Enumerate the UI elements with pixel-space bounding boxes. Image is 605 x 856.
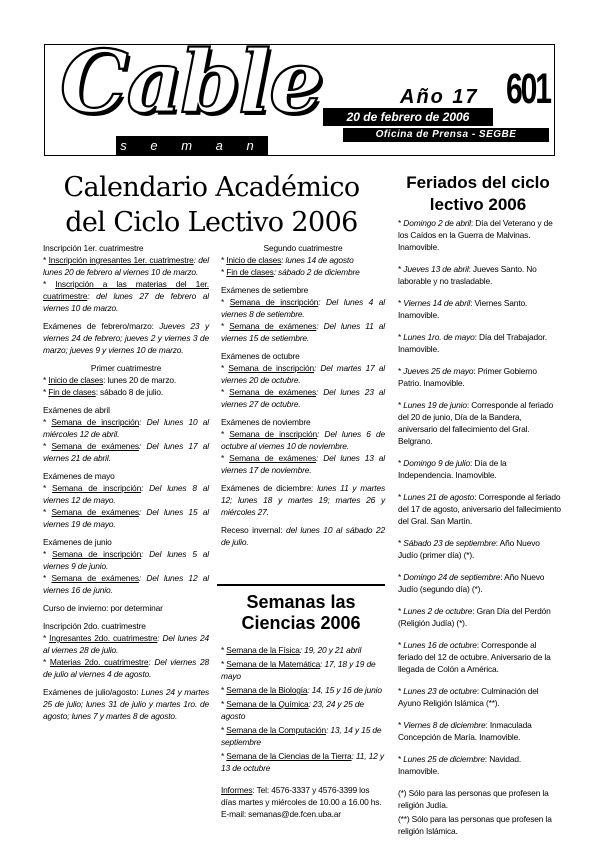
list-item: * Semana de la Computación: 13, 14 y 15 de septiembre xyxy=(221,725,382,747)
calendar-entry: * Semana de inscripción: Del lunes 8 al viernes 12 de mayo. xyxy=(43,483,210,505)
calendar-entry: * Fin de clases: sábado 2 de diciembre xyxy=(221,267,360,277)
list-item: * Semana de la Ciencias de la Tierra: 11, 12 y 13 de octubre xyxy=(221,751,384,773)
section-heading: Exámenes de mayo xyxy=(43,471,115,481)
calendar-entry: * Semana de exámenes: Del lunes 23 al viernes 27 de octubre. xyxy=(221,387,385,409)
list-item: * Lunes 2 de octubre: Gran Día del Perdón (Religión Judía) (*). xyxy=(398,606,551,628)
list-item: * Viernes 14 de abril: Viernes Santo. Inamovible. xyxy=(398,298,528,320)
list-item: * Domingo 24 de septiembre: Año Nuevo Judío (segundo día) (*). xyxy=(398,572,545,594)
calendar-entry: * Semana de inscripción: Del martes 17 al viernes 20 de octubre. xyxy=(221,363,386,385)
calendar-column-1 xyxy=(43,242,209,728)
section-heading: Primer cuatrimestre xyxy=(90,363,162,373)
section-heading: Exámenes de abril xyxy=(43,405,110,415)
issue-number: 601 xyxy=(506,65,550,113)
section-heading: Exámenes de octubre xyxy=(221,351,300,361)
section-heading: Exámenes de setiembre xyxy=(221,285,309,295)
calendar-entry: * Semana de inscripción: Del lunes 4 al viernes 8 de setiembre. xyxy=(221,297,386,319)
calendar-entry: Receso invernal: del lunes 10 al sábado 22 de julio. xyxy=(221,525,386,547)
cable-logo: Cable xyxy=(60,32,322,133)
list-item: * Lunes 21 de agosto: Corresponde al feriado del 17 de agosto, aniversario del fallecimiento del Gral. San Martín. xyxy=(398,492,561,526)
calendar-entry: * Semana de exámenes: Del lunes 12 al viernes 16 de junio. xyxy=(43,573,209,595)
section-heading: Exámenes de noviembre xyxy=(221,417,311,427)
list-item: * Viernes 8 de diciembre: Inmaculada Concepción de María. Inamovible. xyxy=(398,720,532,742)
feriados-column xyxy=(398,217,561,847)
year-label: Año 17 xyxy=(400,86,479,108)
calendar-entry: Exámenes de febrero/marzo: Jueves 23 y viernes 24 de febrero; jueves 2 y viernes 3 de marzo; jueves 9 y viernes 10 de marzo. xyxy=(43,321,209,355)
logo-subtitle-bar: s e m a n a l xyxy=(116,136,268,156)
calendar-entry: * Semana de exámenes: Del lunes 17 al viernes 21 de abril. xyxy=(43,441,209,463)
calendar-entry: * Semana de inscripción: Del lunes 10 al miércoles 12 de abril. xyxy=(43,417,209,439)
list-item: * Semana de la Física: 19, 20 y 21 abril xyxy=(221,645,362,655)
list-item: * Lunes 1ro. de mayo: Día del Trabajador. Inamovible. xyxy=(398,332,547,354)
calendar-entry: * Inicio de clases: lunes 20 de marzo. xyxy=(43,375,177,385)
section-heading: Exámenes de junio xyxy=(43,537,112,547)
list-item: * Semana de la Química: 23, 24 y 25 de agosto xyxy=(221,699,364,721)
office-label: Oficina de Prensa - SEGBE xyxy=(343,128,549,142)
list-item: * Lunes 25 de diciembre: Navidad. Inamovible. xyxy=(398,754,522,776)
calendar-column-2 xyxy=(221,242,385,554)
list-item: * Semana de la Biología: 14, 15 y 16 de junio xyxy=(221,685,382,695)
list-item: * Semana de la Matemática: 17, 18 y 19 de mayo xyxy=(221,659,376,681)
page-title: Calendario Académico del Ciclo Lectivo 2006 xyxy=(63,172,360,238)
calendar-entry: * Semana de exámenes: Del lunes 13 al viernes 17 de noviembre. xyxy=(221,453,385,475)
calendar-entry: * Semana de inscripción: Del lunes 5 al viernes 9 de junio. xyxy=(43,549,210,571)
calendar-entry: * Semana de exámenes: Del lunes 11 al viernes 15 de setiembre. xyxy=(221,321,385,343)
section-divider xyxy=(217,584,385,586)
list-item: * Lunes 23 de octubre: Culminación del Ayuno Religión Islámica (**). xyxy=(398,686,539,708)
calendar-entry: Exámenes de diciembre: lunes 11 y martes 12; lunes 18 y martes 19; martes 26 y miércoles 27. xyxy=(221,483,386,517)
calendar-entry: * Inscripción a las materias del 1er. cuatrimestre: del lunes 27 de febrero al viernes 10 de marzo. xyxy=(43,279,209,313)
list-item: * Lunes 19 de junio: Corresponde al feriado del 20 de junio, Día de la Bandera, aniversario del fallecimiento del Gral. Belgrano. xyxy=(398,400,554,446)
semanas-title: Semanas las Ciencias 2006 xyxy=(241,592,361,633)
calendar-entry: * Inicio de clases: lunes 14 de agosto xyxy=(221,255,354,265)
calendar-entry: * Inscripción ingresantes 1er. cuatrimestre: del lunes 20 de febrero al viernes 10 de marzo. xyxy=(43,255,209,277)
calendar-entry: * Ingresantes 2do. cuatrimestre: Del lunes 24 al viernes 28 de julio. xyxy=(43,633,209,655)
list-item: * Sábado 23 de septiembre: Año Nuevo Judío (primer día) (*). xyxy=(398,538,540,560)
calendar-entry: * Semana de inscripción: Del lunes 6 de octubre al viernes 10 de noviembre. xyxy=(221,429,385,451)
semanas-list xyxy=(221,644,385,826)
calendar-entry: * Semana de exámenes: Del lunes 15 al viernes 19 de mayo. xyxy=(43,507,209,529)
section-heading: Inscripción 1er. cuatrimestre xyxy=(43,243,144,253)
list-item: * Jueves 25 de mayo: Primer Gobierno Patrio. Inamovible. xyxy=(398,366,537,388)
contact-info: Informes: Tel: 4576-3337 y 4576-3399 los días martes y miércoles de 10.00 a 16.00 hs. E-mail: semanas@de.fcen.uba.ar xyxy=(221,785,382,819)
calendar-entry: Exámenes de julio/agosto: Lunes 24 y martes 25 de julio; lunes 31 de julio y martes 1ro. de agosto; lunes 7 y martes 8 de agosto. xyxy=(43,687,209,721)
issue-date: 20 de febrero de 2006 xyxy=(323,108,493,126)
calendar-entry: Curso de invierno: por determinar xyxy=(43,603,163,613)
list-item: * Domingo 9 de julio: Día de la Independencia. Inamovible. xyxy=(398,458,507,480)
section-heading: Segundo cuatrimestre xyxy=(263,243,343,253)
footnote: (**) Sólo para las personas que profesen la religión Islámica. xyxy=(398,814,552,836)
calendar-entry: * Fin de clases: sábado 8 de julio. xyxy=(43,387,164,397)
list-item: * Domingo 2 de abril: Día del Veterano y de los Caídos en la Guerra de Malvinas. Inamovible. xyxy=(398,218,553,252)
calendar-entry: * Materias 2do. cuatrimestre: Del viernes 28 de julio al viernes 4 de agosto. xyxy=(43,657,209,679)
feriados-title: Feriados del ciclo lectivo 2006 xyxy=(406,173,550,214)
section-heading: Inscripción 2do. cuatrimestre xyxy=(43,621,146,631)
list-item: * Lunes 16 de octubre: Corresponde al feriado del 12 de octubre. Aniversario de la llegada de Colón a América. xyxy=(398,640,551,674)
footnote: (*) Sólo para las personas que profesen la religión Judía. xyxy=(398,788,549,810)
list-item: * Jueves 13 de abril: Jueves Santo. No laborable y no trasladable. xyxy=(398,264,537,286)
